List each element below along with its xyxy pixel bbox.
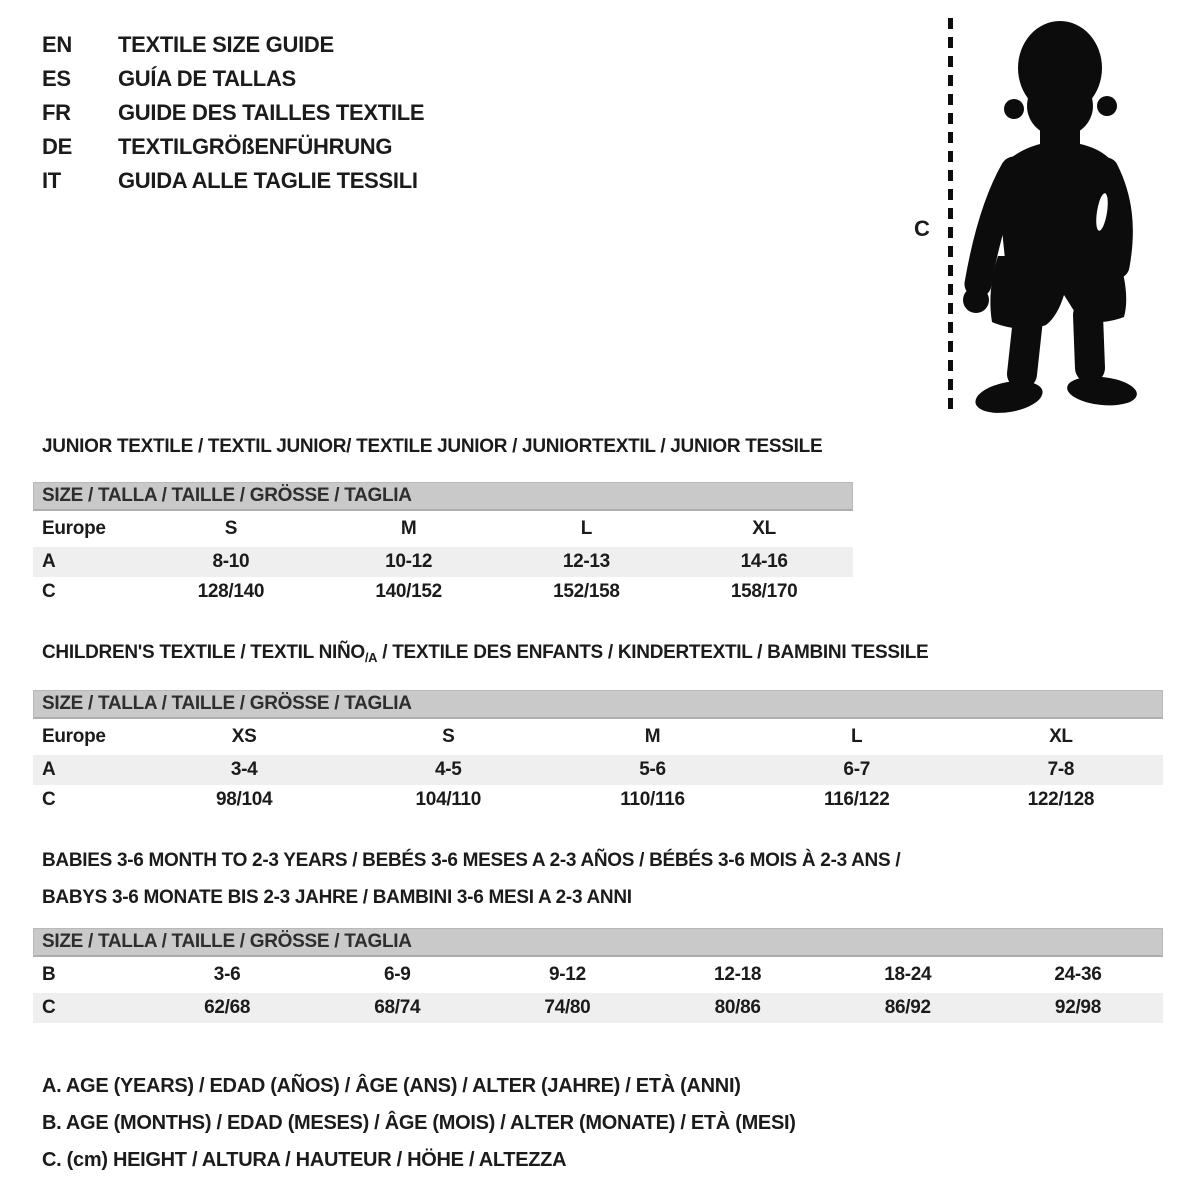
table-cell: 110/116	[620, 789, 685, 810]
legend-line-b: B. AGE (MONTHS) / EDAD (MESES) / ÂGE (MOIS) / ALTER (MONATE) / ETÀ (MESI)	[42, 1112, 796, 1134]
height-measure-figure	[900, 0, 1200, 430]
table-row	[33, 511, 853, 547]
table-cell: 68/74	[374, 997, 421, 1018]
toddler-silhouette-icon	[962, 16, 1142, 416]
table-cell: 10-12	[385, 551, 433, 572]
language-row	[42, 96, 424, 130]
table-cell: 3-4	[230, 759, 258, 780]
language-title-list	[42, 28, 424, 198]
table-row	[33, 577, 853, 607]
row-label: C	[42, 997, 56, 1018]
table-cell: XL	[752, 518, 776, 539]
table-cell: 98/104	[215, 789, 273, 810]
table-cell: 80/86	[714, 997, 761, 1018]
table-cell: 6-9	[383, 964, 411, 985]
table-cell: 92/98	[1054, 997, 1101, 1018]
table-cell: 8-10	[212, 551, 250, 572]
legend	[42, 1068, 796, 1179]
table-cell: 62/68	[204, 997, 251, 1018]
language-title: GUIDE DES TAILLES TEXTILE	[118, 100, 425, 125]
language-row	[42, 62, 424, 96]
table-cell: 14-16	[740, 551, 788, 572]
language-code: IT	[42, 168, 61, 193]
babies-section-title-line2: BABYS 3-6 MONATE BIS 2-3 JAHRE / BAMBINI 3-6 MESI A 2-3 ANNI	[42, 887, 632, 908]
row-label: A	[42, 759, 56, 780]
size-header-bar: SIZE / TALLA / TAILLE / GRÖSSE / TAGLIA	[33, 928, 1163, 957]
table-cell: 3-6	[213, 964, 241, 985]
row-label: Europe	[42, 726, 106, 747]
table-cell: 6-7	[843, 759, 870, 780]
junior-section-title: JUNIOR TEXTILE / TEXTIL JUNIOR/ TEXTILE JUNIOR / JUNIORTEXTIL / JUNIOR TESSILE	[42, 436, 823, 457]
language-title: TEXTILGRÖßENFÜHRUNG	[118, 134, 393, 159]
row-label: C	[42, 789, 56, 810]
table-cell: 9-12	[549, 964, 586, 985]
language-row	[42, 28, 424, 62]
table-cell: 12-13	[562, 551, 610, 572]
table-cell: 4-5	[435, 759, 462, 780]
children-title-subscript: /A	[364, 650, 378, 665]
language-title: GUIDA ALLE TAGLIE TESSILI	[118, 168, 418, 193]
language-row	[42, 164, 424, 198]
table-cell: S	[224, 518, 238, 539]
row-label: A	[42, 551, 56, 572]
junior-size-table	[33, 482, 853, 607]
table-row	[33, 957, 1163, 993]
table-cell: 116/122	[823, 789, 890, 810]
table-row	[33, 755, 1163, 785]
babies-section-title-line1: BABIES 3-6 MONTH TO 2-3 YEARS / BEBÉS 3-6 MESES A 2-3 AÑOS / BÉBÉS 3-6 MOIS À 2-3 ANS /	[42, 850, 901, 871]
table-cell: L	[851, 726, 863, 747]
language-code: DE	[42, 134, 72, 159]
size-header-bar: SIZE / TALLA / TAILLE / GRÖSSE / TAGLIA	[33, 482, 853, 511]
babies-size-table	[33, 928, 1163, 1023]
table-row	[33, 785, 1163, 815]
table-row	[33, 547, 853, 577]
table-cell: XS	[231, 726, 257, 747]
table-cell: L	[580, 518, 593, 539]
size-header-bar: SIZE / TALLA / TAILLE / GRÖSSE / TAGLIA	[33, 690, 1163, 719]
table-cell: 5-6	[639, 759, 666, 780]
table-cell: 122/128	[1027, 789, 1095, 810]
height-measure-dashed-line	[948, 18, 953, 415]
table-cell: M	[400, 518, 417, 539]
language-code: ES	[42, 66, 71, 91]
table-cell: 86/92	[884, 997, 931, 1018]
table-cell: 158/170	[730, 581, 798, 602]
language-code: EN	[42, 32, 72, 57]
table-cell: XL	[1049, 726, 1073, 747]
table-row	[33, 719, 1163, 755]
table-cell: M	[644, 726, 661, 747]
language-title: TEXTILE SIZE GUIDE	[118, 32, 334, 57]
table-cell: 24-36	[1054, 964, 1102, 985]
table-cell: 18-24	[884, 964, 932, 985]
table-cell: 74/80	[544, 997, 591, 1018]
legend-line-c: C. (cm) HEIGHT / ALTURA / HAUTEUR / HÖHE / ALTEZZA	[42, 1149, 567, 1171]
table-cell: 152/158	[553, 581, 620, 602]
table-cell: 104/110	[415, 789, 482, 810]
table-cell: 7-8	[1047, 759, 1075, 780]
children-title-text: CHILDREN'S TEXTILE / TEXTIL NIÑO	[42, 642, 365, 663]
legend-line-a: A. AGE (YEARS) / EDAD (AÑOS) / ÂGE (ANS) / ALTER (JAHRE) / ETÀ (ANNI)	[42, 1075, 741, 1097]
row-label: Europe	[42, 518, 106, 539]
language-code: FR	[42, 100, 71, 125]
language-title: GUÍA DE TALLAS	[118, 66, 296, 91]
table-cell: S	[442, 726, 455, 747]
table-cell: 128/140	[197, 581, 265, 602]
language-row	[42, 130, 424, 164]
children-section-title	[42, 642, 928, 665]
table-cell: 12-18	[714, 964, 762, 985]
row-label: C	[42, 581, 56, 602]
children-title-rest: / TEXTILE DES ENFANTS / KINDERTEXTIL / BAMBINI TESSILE	[377, 642, 929, 663]
table-row	[33, 993, 1163, 1023]
children-size-table	[33, 690, 1163, 815]
table-cell: 140/152	[375, 581, 442, 602]
height-measure-label: C	[914, 216, 930, 241]
row-label: B	[42, 964, 56, 985]
